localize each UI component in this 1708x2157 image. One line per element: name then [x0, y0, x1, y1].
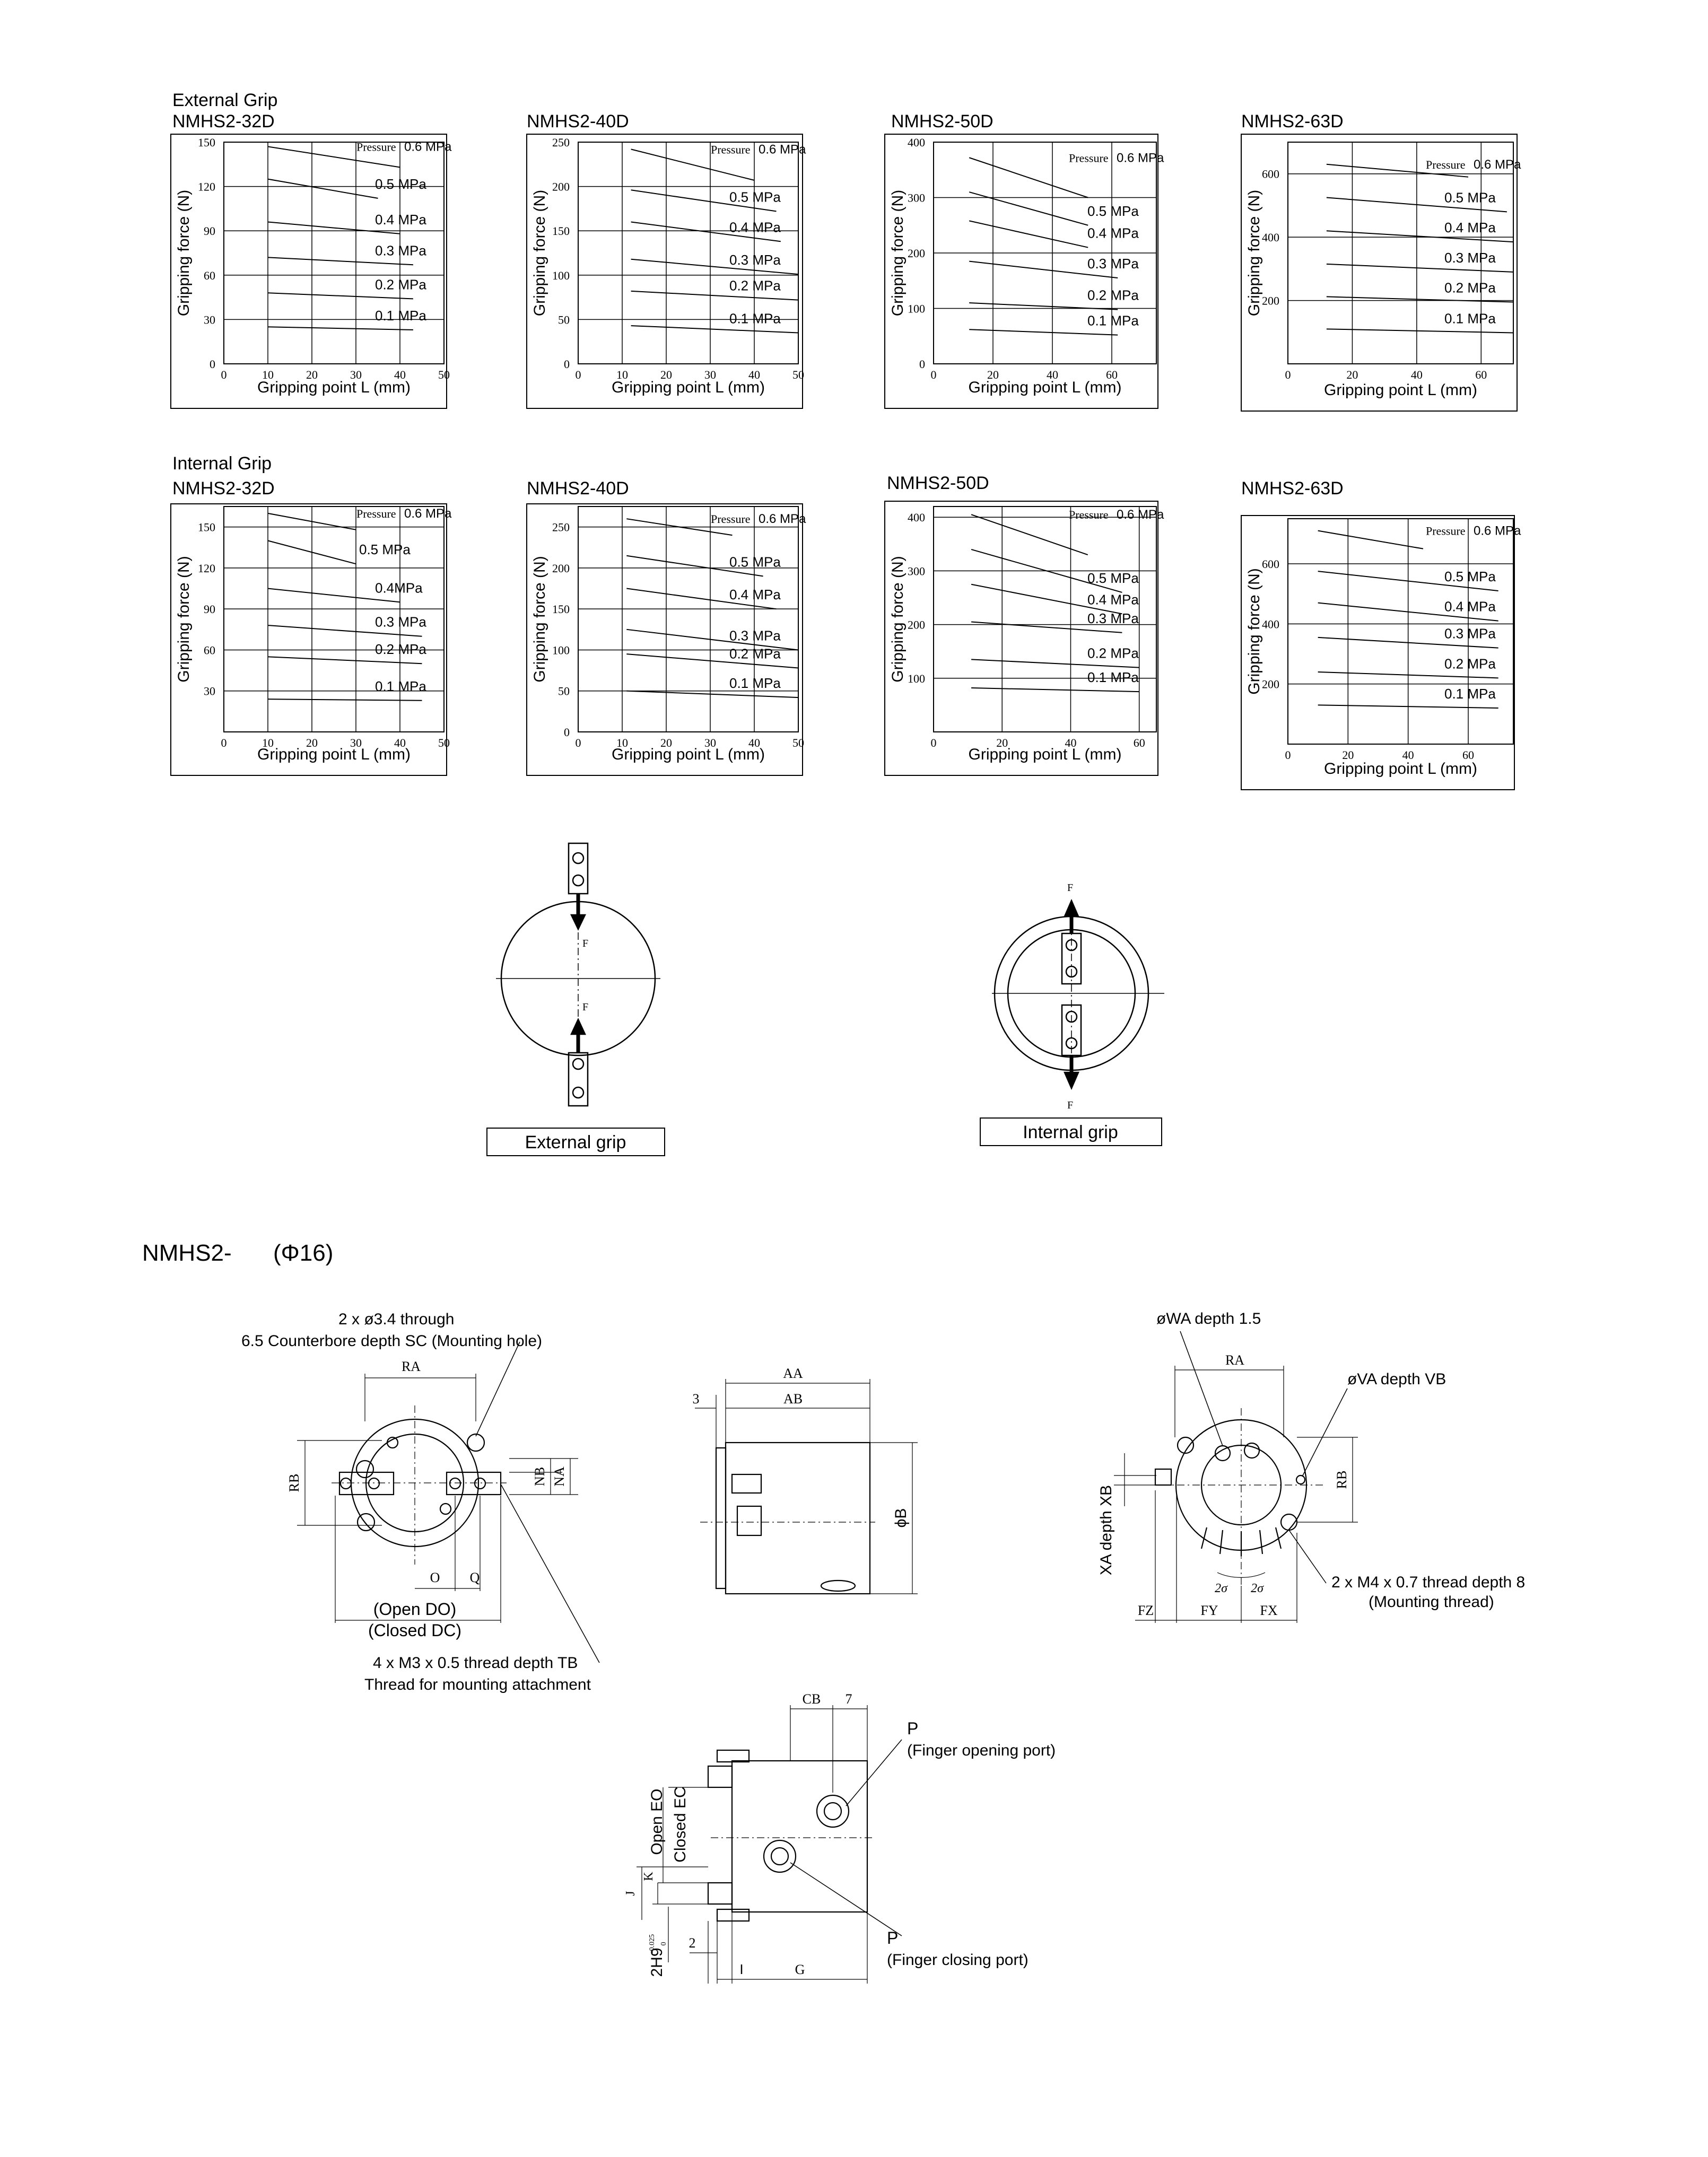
series-label: 0.5 MPa	[1444, 189, 1496, 206]
upper-finger-hole	[573, 853, 583, 863]
y-tick-label: 150	[552, 224, 570, 238]
series-label: 0.3 MPa	[375, 242, 426, 259]
x-tick-label: 60	[1133, 736, 1145, 749]
y-axis-label: Gripping force (N)	[1245, 568, 1263, 695]
front-thread-note-2: Thread for mounting attachment	[364, 1676, 591, 1693]
rear-va-note: øVA depth VB	[1347, 1370, 1446, 1388]
bottom-dim-7: 7	[845, 1691, 852, 1707]
body-outline	[732, 1761, 867, 1912]
bottom-port-p-close: P	[887, 1928, 899, 1948]
y-tick-label: 300	[908, 191, 925, 205]
chart-title: NMHS2-32D	[172, 111, 275, 132]
y-tick-label: 30	[204, 313, 215, 327]
leader-opening	[846, 1740, 902, 1806]
series-label: 0.3 MPa	[1444, 625, 1496, 642]
rib	[1260, 1530, 1262, 1554]
rear-dim-XA: XA depth XB	[1097, 1484, 1115, 1576]
external-force-label: F	[582, 938, 589, 949]
series-label: 0.1 MPa	[1087, 669, 1139, 686]
rear-view	[1114, 1331, 1358, 1623]
chart-title: NMHS2-40D	[527, 111, 629, 132]
rear-thread-note-2: (Mounting thread)	[1369, 1593, 1494, 1611]
series-label: 0.3 MPa	[729, 252, 781, 268]
series-label: 0.6 MPa	[1474, 157, 1521, 172]
x-axis-label: Gripping point L (mm)	[257, 379, 411, 396]
va-hole	[1296, 1475, 1305, 1484]
y-tick-label: 120	[198, 561, 215, 575]
front-dim-Q: Q	[469, 1570, 480, 1585]
y-tick-label: 90	[204, 602, 215, 616]
y-tick-label: 60	[204, 643, 215, 657]
x-tick-label: 50	[438, 736, 450, 749]
chart-title: NMHS2-32D	[172, 478, 275, 499]
finger-tab	[708, 1883, 732, 1904]
y-tick-label: 200	[1262, 677, 1279, 691]
x-tick-label: 60	[1462, 748, 1474, 762]
y-tick-label: 200	[552, 180, 570, 194]
rear-dim-RA: RA	[1225, 1352, 1245, 1368]
x-tick-label: 20	[1342, 748, 1354, 762]
bottom-dim-2H9: 2H9	[648, 1948, 666, 1977]
series-label: 0.2 MPa	[375, 276, 426, 293]
bottom-dim-I: I	[739, 1961, 744, 1977]
series-line	[268, 293, 413, 299]
rear-dim-RB: RB	[1334, 1470, 1349, 1489]
port-hole	[1244, 1443, 1259, 1458]
x-tick-label: 30	[704, 736, 716, 749]
y-tick-label: 400	[1262, 617, 1279, 631]
series-line	[268, 699, 422, 701]
series-label: 0.1 MPa	[375, 307, 426, 324]
pressure-word: Pressure	[1069, 508, 1109, 522]
x-tick-label: 20	[660, 736, 672, 749]
x-tick-label: 40	[1065, 736, 1077, 749]
y-axis-label: Gripping force (N)	[889, 189, 907, 317]
front-closed-dc: (Closed DC)	[368, 1621, 462, 1640]
x-tick-label: 0	[930, 368, 937, 381]
chart-1	[171, 111, 452, 408]
front-dim-NA: NA	[552, 1466, 567, 1487]
series-label: 0.5 MPa	[1444, 569, 1496, 584]
x-tick-label: 40	[748, 368, 760, 381]
y-axis-label: Gripping force (N)	[531, 556, 548, 683]
series-line	[268, 257, 413, 265]
plot-area	[578, 506, 798, 732]
finger-thread	[450, 1478, 460, 1489]
pressure-word: Pressure	[1426, 158, 1466, 171]
series-line	[1327, 329, 1513, 333]
mounting-hole	[467, 1434, 484, 1451]
x-tick-label: 10	[262, 368, 274, 381]
series-label: 0.2 MPa	[1444, 280, 1496, 296]
series-label: 0.3 MPa	[1444, 249, 1496, 266]
bottom-dim-J: J	[624, 1891, 638, 1896]
chart-7	[885, 473, 1164, 775]
series-line	[268, 327, 413, 330]
series-label: 0.1 MPa	[1087, 312, 1139, 329]
series-label: 0.3 MPa	[729, 627, 781, 644]
chart-2	[527, 111, 806, 408]
lower-force-arrowhead	[571, 1019, 585, 1034]
upper-force-arrowhead	[571, 915, 585, 929]
series-line	[268, 179, 378, 198]
y-tick-label: 600	[1262, 167, 1279, 181]
lower-force-arrowhead	[1065, 1072, 1078, 1088]
y-axis-label: Gripping force (N)	[175, 189, 193, 317]
y-axis-label: Gripping force (N)	[889, 556, 907, 683]
series-line	[1318, 531, 1423, 549]
x-tick-label: 30	[350, 736, 362, 749]
y-tick-label: 100	[908, 302, 925, 316]
chart-frame	[885, 501, 1158, 775]
leader-wa	[1180, 1331, 1223, 1446]
y-tick-label: 0	[919, 357, 925, 371]
side-tab	[1155, 1469, 1171, 1485]
series-label: 0.2 MPa	[1444, 656, 1496, 672]
drawing-title: NMHS2-	[142, 1240, 232, 1266]
y-tick-label: 120	[198, 180, 215, 194]
x-axis-label: Gripping point L (mm)	[612, 379, 765, 396]
upper-finger-hole	[573, 875, 583, 886]
bottom-dim-K: K	[642, 1872, 656, 1881]
finger-tab	[732, 1474, 761, 1493]
rear-thread-note: 2 x M4 x 0.7 thread depth 8	[1331, 1574, 1526, 1591]
series-line	[969, 221, 1088, 247]
leader-va	[1302, 1388, 1347, 1477]
external-grip-caption: External grip	[525, 1132, 626, 1152]
x-tick-label: 40	[394, 736, 406, 749]
series-line	[268, 657, 422, 663]
internal-grip-caption: Internal grip	[1023, 1122, 1118, 1142]
bottom-closing-note: (Finger closing port)	[887, 1951, 1029, 1969]
opening-port-outer	[817, 1795, 849, 1827]
external-force-label: F	[582, 1001, 589, 1013]
x-tick-label: 20	[987, 368, 999, 381]
y-axis-label: Gripping force (N)	[1245, 189, 1263, 317]
charts	[171, 111, 1521, 790]
series-label: 0.5 MPa	[359, 542, 411, 558]
series-label: 0.4 MPa	[1087, 225, 1139, 241]
y-tick-label: 90	[204, 224, 215, 238]
rear-angle-2: 2σ	[1251, 1582, 1263, 1595]
series-label: 0.5 MPa	[375, 176, 426, 192]
x-tick-label: 30	[704, 368, 716, 381]
y-tick-label: 300	[908, 564, 925, 578]
series-label: 0.1 MPa	[1444, 310, 1496, 327]
series-label: 0.2 MPa	[729, 645, 781, 662]
series-label: 0.1 MPa	[729, 310, 781, 327]
pressure-word: Pressure	[1069, 151, 1109, 165]
screw-head	[440, 1504, 451, 1514]
x-tick-label: 60	[1106, 368, 1118, 381]
x-tick-label: 40	[1402, 748, 1414, 762]
y-tick-label: 100	[552, 643, 570, 657]
series-label: 0.4 MPa	[1444, 598, 1496, 615]
y-tick-label: 100	[552, 268, 570, 282]
x-tick-label: 20	[1346, 368, 1358, 381]
front-open-do: (Open DO)	[373, 1600, 457, 1619]
series-line	[626, 691, 798, 697]
x-tick-label: 0	[575, 736, 581, 749]
series-label: 0.5 MPa	[729, 554, 781, 570]
rear-dim-FZ: FZ	[1137, 1603, 1154, 1618]
x-tick-label: 0	[1285, 368, 1291, 381]
series-label: 0.4 MPa	[729, 219, 781, 235]
series-label: 0.2 MPa	[729, 277, 781, 294]
series-label: 0.6 MPa	[759, 142, 806, 157]
y-tick-label: 400	[1262, 231, 1279, 244]
bottom-open-eo: Open EO	[648, 1788, 666, 1855]
y-tick-label: 200	[552, 561, 570, 575]
x-tick-label: 0	[930, 736, 937, 749]
series-label: 0.4 MPa	[1444, 220, 1496, 236]
series-line	[631, 326, 798, 333]
rib	[1220, 1530, 1223, 1554]
series-label: 0.1 MPa	[375, 678, 426, 694]
lower-finger-hole	[573, 1059, 583, 1069]
leader-thread	[501, 1485, 599, 1663]
series-label: 0.3 MPa	[1087, 256, 1139, 272]
closing-port-inner	[771, 1848, 788, 1865]
finger-tab	[737, 1506, 761, 1535]
mounting-hole	[356, 1461, 373, 1478]
x-tick-label: 20	[996, 736, 1008, 749]
chart-5	[171, 478, 452, 775]
x-tick-label: 20	[306, 736, 318, 749]
series-label: 0.5 MPa	[1087, 203, 1139, 219]
side-dim-AB: AB	[783, 1391, 803, 1407]
x-tick-label: 20	[306, 368, 318, 381]
x-tick-label: 0	[575, 368, 581, 381]
pressure-word: Pressure	[356, 140, 396, 154]
y-tick-label: 200	[908, 618, 925, 632]
x-axis-label: Gripping point L (mm)	[968, 379, 1122, 396]
finger-thread	[341, 1478, 351, 1489]
bottom-opening-note: (Finger opening port)	[907, 1742, 1056, 1759]
body-outline	[726, 1443, 870, 1594]
side-dim-3: 3	[692, 1391, 700, 1407]
x-tick-label: 50	[438, 368, 450, 381]
end-cap	[716, 1448, 726, 1588]
x-axis-label: Gripping point L (mm)	[1324, 760, 1477, 778]
series-label: 0.3 MPa	[1087, 610, 1139, 626]
y-tick-label: 400	[908, 511, 925, 525]
series-label: 0.4 MPa	[375, 211, 426, 228]
chart-3	[885, 111, 1164, 408]
x-tick-label: 30	[350, 368, 362, 381]
series-label: 0.5 MPa	[729, 189, 781, 205]
front-dim-O: O	[430, 1570, 440, 1585]
series-line	[971, 688, 1139, 692]
right-finger	[447, 1472, 501, 1495]
x-axis-label: Gripping point L (mm)	[968, 746, 1122, 763]
bottom-closed-ec: Closed EC	[672, 1786, 689, 1863]
top-tab	[717, 1750, 749, 1762]
side-view	[692, 1379, 918, 1594]
y-axis-label: Gripping force (N)	[531, 189, 548, 317]
y-tick-label: 0	[564, 726, 570, 739]
series-label: 0.6 MPa	[759, 512, 806, 527]
closing-port-outer	[764, 1840, 796, 1872]
y-tick-label: 30	[204, 684, 215, 698]
y-tick-label: 200	[908, 247, 925, 260]
external-grip-diagram	[487, 843, 665, 1156]
x-tick-label: 40	[394, 368, 406, 381]
series-line	[969, 192, 1088, 225]
y-tick-label: 50	[558, 684, 570, 698]
x-tick-label: 40	[1047, 368, 1058, 381]
mounting-hole	[358, 1514, 374, 1531]
leader-mount	[1289, 1530, 1326, 1583]
series-line	[1327, 296, 1513, 302]
x-tick-label: 60	[1475, 368, 1487, 381]
y-tick-label: 150	[198, 136, 215, 149]
x-axis-label: Gripping point L (mm)	[257, 746, 411, 763]
y-tick-label: 60	[204, 268, 215, 282]
side-dim-phiB: ϕB	[892, 1508, 910, 1528]
series-line	[969, 329, 1118, 335]
chart-title: NMHS2-50D	[887, 473, 989, 493]
chart-title: NMHS2-40D	[527, 478, 629, 499]
x-tick-label: 40	[748, 736, 760, 749]
y-tick-label: 400	[908, 136, 925, 149]
finger-thread	[475, 1478, 485, 1489]
y-tick-label: 50	[558, 313, 570, 327]
front-mount-hole-note: 2 x ø3.4 through	[338, 1311, 455, 1328]
chart-title: NMHS2-50D	[891, 111, 994, 132]
series-label: 0.1 MPa	[1444, 686, 1496, 702]
x-tick-label: 10	[616, 368, 628, 381]
chart-title: NMHS2-63D	[1241, 111, 1344, 132]
x-tick-label: 0	[221, 368, 227, 381]
front-thread-note: 4 x M3 x 0.5 thread depth TB	[373, 1654, 578, 1672]
internal-grip-heading: Internal Grip	[172, 453, 272, 474]
front-dim-NB: NB	[532, 1466, 547, 1487]
y-tick-label: 250	[552, 136, 570, 149]
series-label: 0.2 MPa	[375, 641, 426, 658]
front-dim-RA: RA	[401, 1359, 421, 1374]
series-label: 0.6 MPa	[1117, 508, 1164, 522]
internal-force-label: F	[1067, 882, 1074, 894]
bottom-port-p-open: P	[907, 1719, 919, 1738]
series-label: 0.4 MPa	[1087, 591, 1139, 608]
pressure-word: Pressure	[711, 143, 751, 156]
chart-6	[527, 478, 806, 775]
side-dim-AA: AA	[783, 1366, 803, 1381]
x-axis-label: Gripping point L (mm)	[1324, 381, 1477, 399]
y-tick-label: 250	[552, 520, 570, 534]
chart-8	[1241, 478, 1521, 790]
finger-tab	[708, 1766, 732, 1787]
y-tick-label: 200	[1262, 294, 1279, 308]
finger-thread	[369, 1478, 379, 1489]
rear-dim-FX: FX	[1260, 1603, 1278, 1618]
bottom-dim-G: G	[795, 1962, 805, 1977]
external-grip-heading: External Grip	[172, 90, 278, 110]
x-tick-label: 50	[792, 368, 804, 381]
x-tick-label: 0	[1285, 748, 1291, 762]
lower-finger-hole	[573, 1087, 583, 1098]
rear-wa-note: øWA depth 1.5	[1156, 1310, 1261, 1328]
bottom-tab	[717, 1909, 749, 1921]
front-mount-hole-note-2: 6.5 Counterbore depth SC (Mounting hole)	[241, 1332, 543, 1350]
port	[821, 1580, 855, 1591]
x-tick-label: 10	[616, 736, 628, 749]
leader-closing	[790, 1863, 902, 1936]
series-label: 0.1 MPa	[729, 675, 781, 692]
x-tick-label: 50	[792, 736, 804, 749]
x-tick-label: 10	[262, 736, 274, 749]
rear-angle-1: 2σ	[1215, 1582, 1227, 1595]
series-label: 0.6 MPa	[404, 506, 452, 521]
bottom-dim-tolerance: -0.025	[648, 1934, 656, 1954]
front-dim-RB: RB	[286, 1473, 302, 1492]
pressure-word: Pressure	[356, 506, 396, 520]
pressure-word: Pressure	[711, 512, 751, 526]
bottom-dim-CB: CB	[802, 1691, 821, 1707]
y-tick-label: 150	[198, 520, 215, 534]
y-tick-label: 600	[1262, 557, 1279, 571]
rear-dim-FY: FY	[1200, 1603, 1218, 1618]
internal-force-label: F	[1067, 1099, 1074, 1111]
y-tick-label: 150	[552, 602, 570, 616]
y-tick-label: 0	[564, 357, 570, 371]
rib	[1276, 1527, 1281, 1549]
x-tick-label: 40	[1410, 368, 1423, 381]
upper-force-arrowhead	[1065, 901, 1078, 916]
series-label: 0.4 MPa	[729, 587, 781, 603]
series-label: 0.6 MPa	[1474, 523, 1521, 538]
rib	[1201, 1527, 1207, 1549]
series-label: 0.2 MPa	[1087, 645, 1139, 661]
series-label: 0.4MPa	[375, 580, 423, 596]
series-label: 0.6 MPa	[404, 139, 452, 154]
y-axis-label: Gripping force (N)	[175, 556, 193, 683]
chart-title: NMHS2-63D	[1241, 478, 1344, 499]
series-label: 0.5 MPa	[1087, 570, 1139, 586]
series-label: 0.2 MPa	[1087, 287, 1139, 303]
x-tick-label: 0	[221, 736, 227, 749]
chart-4	[1241, 111, 1521, 411]
bottom-dim-tolerance-zero: 0	[660, 1942, 668, 1946]
series-label: 0.3 MPa	[375, 614, 426, 630]
pressure-word: Pressure	[1426, 524, 1466, 538]
x-tick-label: 20	[660, 368, 672, 381]
bottom-dim-2: 2	[689, 1935, 696, 1951]
series-label: 0.6 MPa	[1117, 151, 1164, 165]
drawing-size: (Φ16)	[273, 1240, 334, 1266]
y-tick-label: 0	[210, 357, 215, 371]
x-axis-label: Gripping point L (mm)	[612, 746, 765, 763]
leader-mount-hole	[476, 1342, 520, 1436]
y-tick-label: 100	[908, 671, 925, 685]
opening-port-inner	[824, 1803, 841, 1820]
